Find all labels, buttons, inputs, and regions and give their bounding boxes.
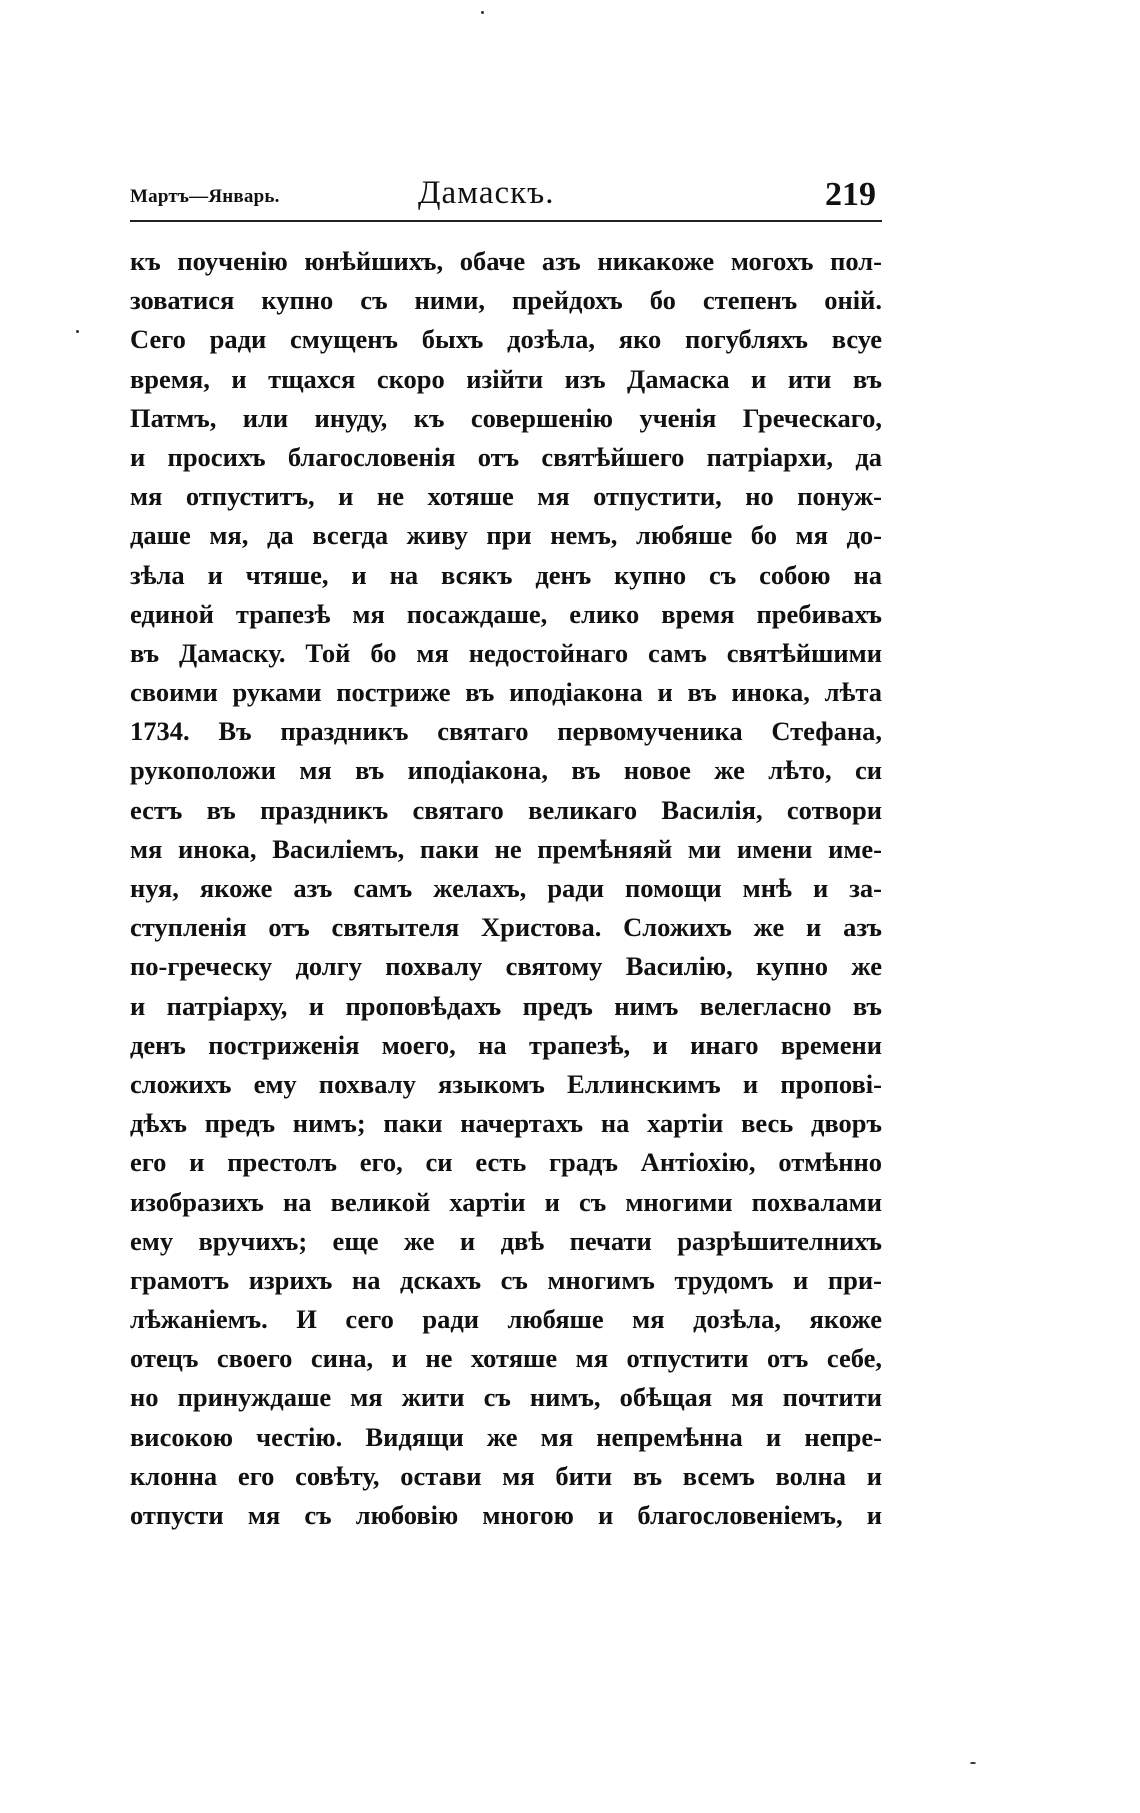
text-line: и патріарху, и проповѣдахъ предъ нимъ велегласно въ (130, 990, 882, 1021)
text-line: Патмъ, или инуду, къ совершенію ученія Греческаго, (130, 402, 882, 433)
text-line: и просихъ благословенія отъ святѣйшего патріархи, да (130, 441, 882, 472)
text-line: своими руками постриже въ иподіакона и въ инока, лѣта (130, 677, 882, 708)
text-line: Сего ради смущенъ быхъ дозѣла, яко погубляхъ всуе (130, 324, 882, 355)
running-head-section: Мартъ—Январь. (130, 186, 280, 207)
running-head-title: Дамаскъ. (418, 175, 555, 211)
text-line: дѣхъ предъ нимъ; паки начертахъ на хартіи весь дворъ (130, 1108, 882, 1139)
print-speck (481, 11, 484, 14)
text-line: отецъ своего сина, и не хотяше мя отпустити отъ себе, (130, 1343, 882, 1374)
text-line: грамотъ изрихъ на дскахъ съ многимъ трудомъ и при- (130, 1264, 882, 1295)
page-number: 219 (825, 176, 876, 213)
print-speck (970, 1762, 976, 1764)
text-line: рукоположи мя въ иподіакона, въ новое же лѣто, си (130, 755, 882, 786)
text-line: по-греческу долгу похвалу святому Василію, купно же (130, 951, 882, 982)
text-line: естъ въ праздникъ святаго великаго Василія, сотвори (130, 794, 882, 825)
text-line: високою честію. Видящи же мя непремѣнна и непре- (130, 1421, 882, 1452)
text-line: его и престолъ его, си есть градъ Антіохію, отмѣнно (130, 1147, 882, 1178)
text-line: зоватися купно съ ними, прейдохъ бо степенъ оній. (130, 285, 882, 316)
text-line: даше мя, да всегда живу при немъ, любяше бо мя до- (130, 520, 882, 551)
text-line: но принуждаше мя жити съ нимъ, обѣщая мя почтити (130, 1382, 882, 1413)
text-line: клонна его совѣту, остави мя бити въ всемъ волна и (130, 1460, 882, 1491)
text-line: въ Дамаску. Той бо мя недостойнаго самъ святѣйшими (130, 637, 882, 668)
text-line: ступленія отъ святытеля Христова. Сложихъ же и азъ (130, 912, 882, 943)
text-line: 1734. Въ праздникъ святаго первомученика Стефана, (130, 716, 882, 747)
text-line: лѣжаніемъ. И сего ради любяше мя дозѣла, якоже (130, 1304, 882, 1335)
text-line: денъ постриженія моего, на трапезѣ, и инаго времени (130, 1029, 882, 1060)
print-speck (76, 330, 79, 333)
body-text (130, 242, 882, 1535)
text-line: зѣла и чтяше, и на всякъ денъ купно съ собою на (130, 559, 882, 590)
text-line: сложихъ ему похвалу языкомъ Еллинскимъ и пропові- (130, 1068, 882, 1099)
text-line: изобразихъ на великой хартіи и съ многими похвалами (130, 1186, 882, 1217)
text-line: мя инока, Василіемъ, паки не премѣняяй ми имени име- (130, 833, 882, 864)
header-rule (130, 220, 882, 222)
text-line: ему вручихъ; еще же и двѣ печати разрѣшителнихъ (130, 1225, 882, 1256)
text-line: единой трапезѣ мя посаждаше, елико время пребивахъ (130, 598, 882, 629)
text-line: мя отпуститъ, и не хотяше мя отпустити, но понуж- (130, 481, 882, 512)
text-line: время, и тщахся скоро изійти изъ Дамаска и ити въ (130, 363, 882, 394)
running-header (130, 172, 880, 220)
text-line: отпусти мя съ любовію многою и благословеніемъ, и (130, 1500, 882, 1530)
text-line: къ поученію юнѣйшихъ, обаче азъ никакоже могохъ пол- (130, 246, 882, 276)
text-line: нуя, якоже азъ самъ желахъ, ради помощи мнѣ и за- (130, 873, 882, 903)
